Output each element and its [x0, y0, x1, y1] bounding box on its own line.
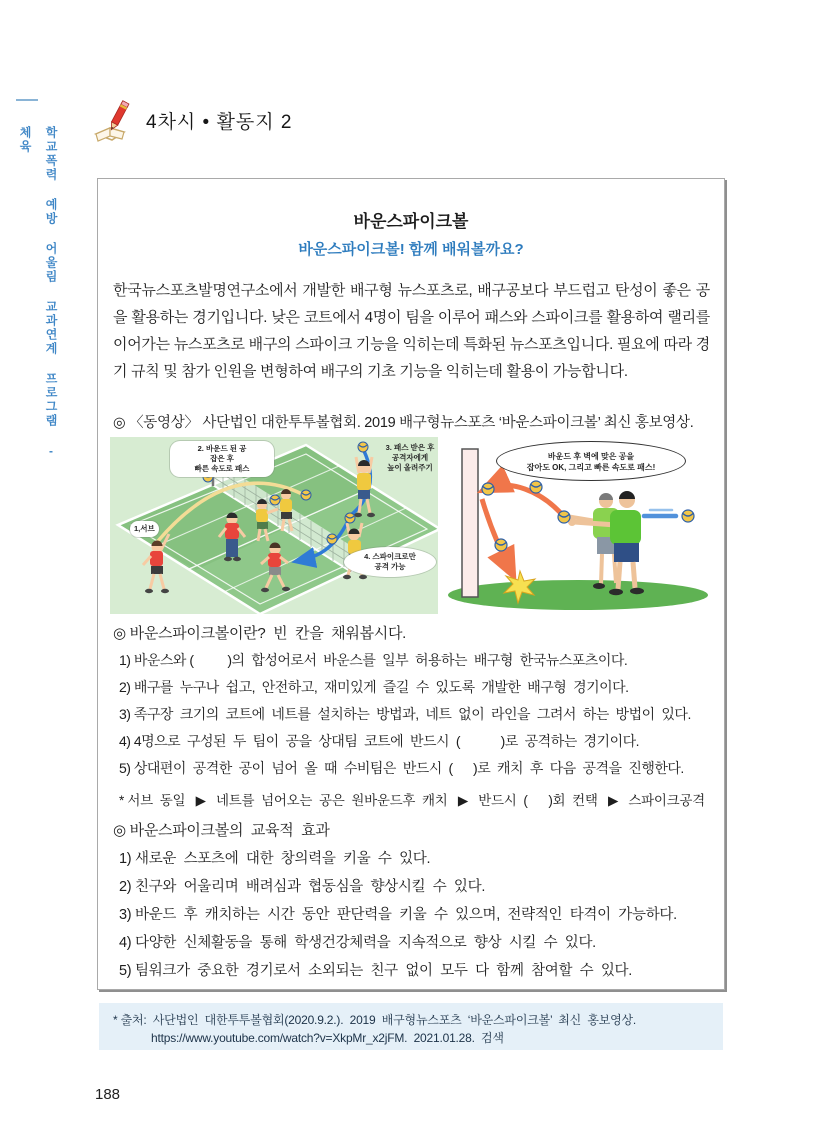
quiz-item-2: 2) 배구를 누구나 쉽고, 안전하고, 재미있게 즐길 수 있도록 개발한 배구형 경기이다.	[119, 679, 629, 695]
effects-heading: ◎ 바운스파이크볼의 교육적 효과	[113, 822, 330, 839]
intro-paragraph: 한국뉴스포츠발명연구소에서 개발한 배구형 뉴스포츠로, 배구공보다 부드럽고 탄성이 좋은 공을 활용하는 경기입니다. 낮은 코트에서 4명이 팀을 이루어 패스와 스파이크를 활용하여 랠리를 이어가는 뉴스포츠로 배구의 스파이크 기능을 익히는데 특화된 뉴스포츠입니다. 필요에 따라 경기 규칙 및 참가 인원을 변형하여 배구의 기초 기능을 익히는데 활용이 가능합니다.	[113, 282, 710, 380]
citation-box	[99, 1003, 723, 1050]
quiz-item-5: 5) 상대편이 공격한 공이 넘어 올 때 수비팀은 반드시 ( )로 캐치 후 다음 공격을 진행한다.	[119, 760, 684, 776]
player-back	[561, 493, 620, 589]
page-number: 188	[95, 1086, 121, 1103]
quiz-note: * 서브 동일 ▶ 네트를 넘어오는 공은 원바운드후 캐치 ▶ 반드시 ( )회 컨택 ▶ 스파이크공격	[119, 793, 705, 808]
worksheet-panel	[97, 178, 725, 990]
wall-drill-illustration	[446, 437, 716, 614]
speech-bubble-spike: 4. 스파이크로만 공격 가능	[344, 547, 436, 577]
effect-item-4: 4) 다양한 신체활동을 통해 학생건강체력을 지속적으로 향상 시킬 수 있다.	[119, 935, 596, 951]
quiz-item-1: 1) 바운스와 ( )의 합성어로서 바운스를 일부 허용하는 배구형 한국뉴스포츠이다.	[119, 652, 628, 668]
effect-item-1: 1) 새로운 스포츠에 대한 창의력을 키울 수 있다.	[119, 851, 431, 867]
sidebar-program-label: 학교폭력 예방 어울림 교과연계 프로그램 - 체육	[18, 126, 58, 460]
effect-item-2: 2) 친구와 어울리며 배려심과 협동심을 향상시킬 수 있다.	[119, 879, 486, 895]
quiz-heading: ◎ 바운스파이크볼이란? 빈 칸을 채워봅시다.	[113, 625, 407, 642]
speech-bubble-serve: 1,서브	[130, 521, 159, 537]
panel-title: 바운스파이크볼	[353, 212, 469, 231]
quiz-item-3: 3) 족구장 크기의 코트에 네트를 설치하는 방법과, 네트 없이 라인을 그려서 하는 방법이 있다.	[119, 706, 691, 722]
citation-line-1: * 출처: 사단법인 대한투투볼협회(2020.9.2.). 2019 배구형뉴스포츠 ‘바운스파이크볼’ 최신 홍보영상.	[113, 1013, 637, 1027]
effect-item-3: 3) 바운드 후 캐치하는 시간 동안 판단력을 키울 수 있으며, 전략적인 타격이 가능하다.	[119, 907, 677, 923]
speech-bubble-wall: 바운드 후 벽에 맞은 공을 잡아도 OK, 그리고 빠른 속도로 패스!	[496, 441, 686, 481]
panel-subtitle: 바운스파이크볼! 함께 배워볼까요?	[298, 241, 524, 258]
video-note: ◎ 〈동영상〉 사단법인 대한투투볼협회. 2019 배구형뉴스포츠 ‘바운스파이크볼’ 최신 홍보영상.	[113, 415, 694, 431]
speech-bubble-set: 3. 패스 받은 후 공격자에게 높이 올려주기	[385, 443, 435, 472]
citation-line-2: https://www.youtube.com/watch?v=XkpMr_x2jFM. 2021.01.28. 검색	[151, 1031, 504, 1045]
page-title: 4차시 • 활동지 2	[146, 112, 293, 133]
effect-item-5: 5) 팀워크가 중요한 경기로서 소외되는 친구 없이 모두 다 함께 참여할 수 있다.	[119, 963, 632, 979]
wall	[462, 449, 478, 597]
speech-bubble-bound-pass: 2. 바운드 된 공 잡은 후 빠른 속도로 패스	[170, 441, 274, 477]
pencil-book-icon	[90, 100, 136, 146]
sidebar-rule	[16, 99, 38, 101]
quiz-item-4: 4) 4명으로 구성된 두 팀이 공을 상대팀 코트에 반드시 ( )로 공격하는 경기이다.	[119, 733, 640, 749]
court-illustration	[110, 437, 438, 614]
